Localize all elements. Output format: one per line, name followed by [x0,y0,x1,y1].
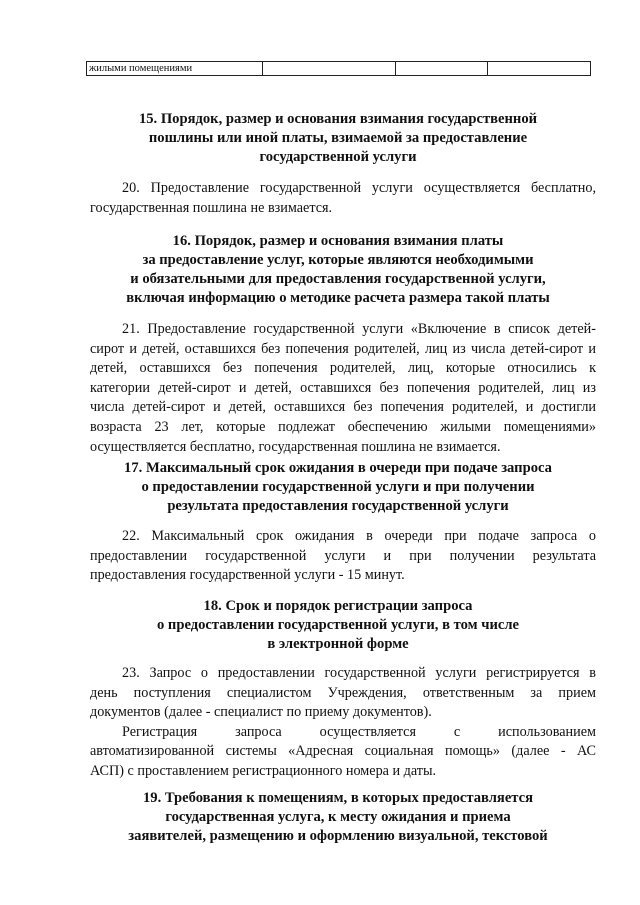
paragraph-line: автоматизированной системы «Адресная социальная помощь» (далее - АС [90,743,596,760]
section-17-heading [86,459,590,516]
heading-line: заявителей, размещению и оформлению визуальной, текстовой [128,828,548,844]
section-15-heading [86,110,590,167]
paragraph-21 [90,320,596,457]
heading-line: 16. Порядок, размер и основания взимания платы [172,233,504,249]
heading-line: пошлины или иной платы, взимаемой за предоставление [148,130,528,146]
heading-line: 18. Срок и порядок регистрации запроса [203,598,473,614]
heading-line: 15. Порядок, размер и основания взимания государственной [138,111,538,127]
paragraph-line: 23. Запрос о предоставлении государственной услуги регистрируется в [122,665,596,681]
heading-line: результата предоставления государственной услуги [167,498,509,514]
section-19-heading [86,789,590,846]
paragraph-line: детей, оставшихся без попечения родителей, лиц, которые относились к [90,360,596,377]
paragraph-line: 20. Предоставление государственной услуги осуществляется бесплатно, [122,180,596,196]
paragraph-line: день поступления специалистом Учреждения, ответственным за прием [90,684,596,701]
heading-line: о предоставлении государственной услуги, в том числе [156,617,519,633]
paragraph-line: возраста 23 лет, которые подлежат обеспечению жилыми помещениями» [90,418,596,435]
table-cell: жилыми помещениями [87,62,263,76]
table-fragment [86,61,591,76]
heading-line: 17. Максимальный срок ожидания в очереди при подаче запроса [124,460,552,476]
section-18-heading [86,597,590,654]
paragraph-line: документов (далее - специалист по приему документов). [90,704,432,721]
heading-line: и обязательными для предоставления государственной услуги, [130,271,546,287]
heading-line: 19. Требования к помещениям, в которых предоставляется [142,790,534,806]
paragraph-line: АСП) с проставлением регистрационного номера и даты. [90,762,437,779]
heading-line: за предоставление услуг, которые являются необходимыми [142,252,534,268]
paragraph-line: предоставлении государственной услуги и при получении результата [90,547,596,564]
table-cell [396,62,488,76]
paragraph-line: предоставления государственной услуги - 15 минут. [90,567,405,584]
paragraph-line: 22. Максимальный срок ожидания в очереди при подаче запроса о [122,528,596,544]
paragraph-line: Регистрация запроса осуществляется с использованием [122,723,596,740]
heading-line: включая информацию о методике расчета размера такой платы [126,290,550,306]
heading-line: государственная услуга, к месту ожидания и приема [165,809,511,825]
paragraph-23 [90,664,596,782]
heading-line: государственной услуги [259,149,417,165]
paragraph-20 [90,179,596,218]
paragraph-line: государственная пошлина не взимается. [90,199,333,216]
paragraph-line: осуществляется бесплатно, государственная пошлина не взимается. [90,438,501,455]
heading-line: в электронной форме [267,636,409,652]
table-cell [263,62,396,76]
paragraph-line: сирот и детей, оставшихся без попечения родителей, лиц из числа детей-сирот и [90,340,596,357]
section-16-heading [86,232,590,308]
table-cell [488,62,591,76]
paragraph-line: числа детей-сирот и детей, оставшихся без попечения родителей, и достигли [90,399,596,416]
paragraph-22 [90,527,596,586]
paragraph-line: категории детей-сирот и детей, оставшихся без попечения родителей, лиц из [90,379,596,396]
paragraph-line: 21. Предоставление государственной услуги «Включение в список детей- [122,321,596,337]
heading-line: о предоставлении государственной услуги и при получении [141,479,535,495]
table-row [87,62,591,76]
